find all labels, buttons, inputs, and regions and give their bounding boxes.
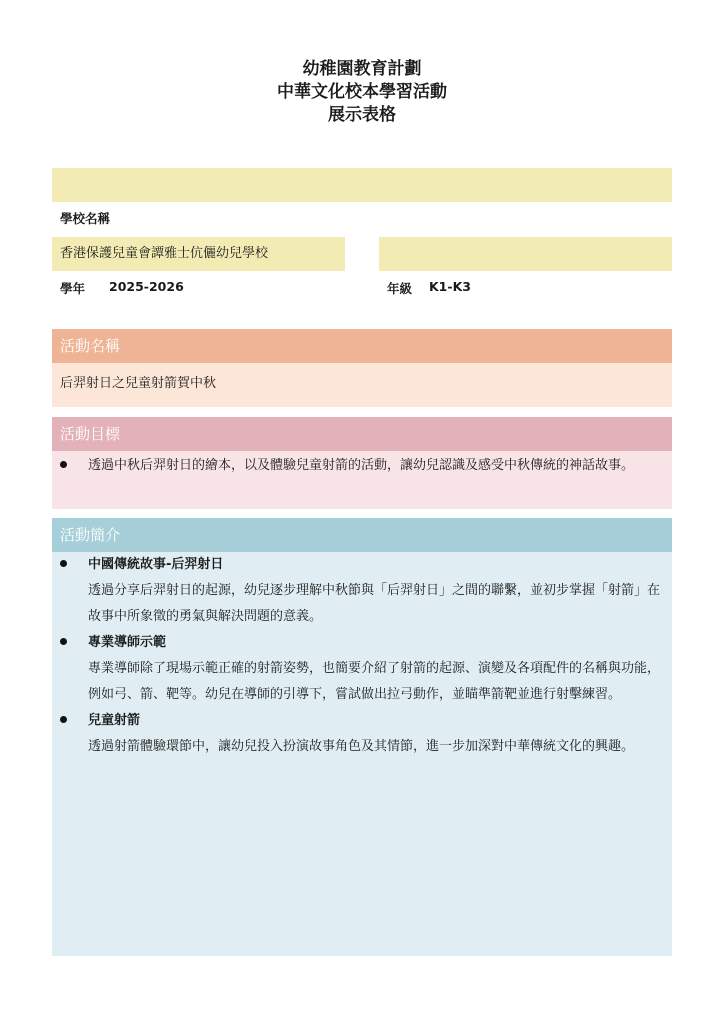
activity-intro-body bbox=[52, 552, 672, 956]
school-name-label: 學校名稱 bbox=[60, 211, 111, 226]
intro-item-desc: 透過分享后羿射日的起源，幼兒逐步理解中秋節與「后羿射日」之間的聯繫，並初步掌握「射箭」在故事中所象徵的勇氣與解決問題的意義。 bbox=[88, 583, 661, 624]
activity-objective-body bbox=[52, 451, 672, 509]
activity-name-value: 后羿射日之兒童射箭賀中秋 bbox=[60, 376, 217, 391]
intro-item-desc: 透過射箭體驗環節中，讓幼兒投入扮演故事角色及其情節，進一步加深對中華傳統文化的興趣。 bbox=[88, 739, 635, 754]
activity-intro-header-text: 活動簡介 bbox=[60, 526, 121, 544]
bullet-icon bbox=[60, 638, 67, 645]
school-year-value: 2025-2026 bbox=[109, 279, 184, 294]
school-name-field bbox=[52, 237, 345, 271]
intro-item-title: 中國傳統故事-后羿射日 bbox=[88, 557, 224, 572]
school-extra-field bbox=[379, 237, 672, 271]
school-year-label: 學年 bbox=[60, 281, 86, 296]
activity-name-header-text: 活動名稱 bbox=[60, 337, 121, 355]
intro-item-title: 專業導師示範 bbox=[88, 635, 167, 650]
top-yellow-bar bbox=[52, 168, 672, 202]
activity-objective-header-text: 活動目標 bbox=[60, 425, 121, 443]
bullet-icon bbox=[60, 461, 67, 468]
activity-intro-header bbox=[52, 518, 672, 552]
page-title bbox=[0, 58, 724, 127]
intro-item-desc: 專業導師除了現場示範正確的射箭姿勢，也簡要介紹了射箭的起源、演變及各項配件的名稱與功能，例如弓、箭、靶等。幼兒在導師的引導下，嘗試做出拉弓動作，並瞄準箭靶並進行射擊練習。 bbox=[88, 661, 661, 702]
intro-item-title: 兒童射箭 bbox=[88, 713, 141, 728]
objective-item bbox=[52, 453, 672, 479]
activity-name-body bbox=[52, 363, 672, 407]
objective-text: 透過中秋后羿射日的繪本，以及體驗兒童射箭的活動，讓幼兒認識及感受中秋傳統的神話故事。 bbox=[88, 458, 635, 473]
intro-item bbox=[52, 552, 672, 630]
activity-objective-header bbox=[52, 417, 672, 451]
title-line-1: 幼稚園教育計劃 bbox=[302, 59, 422, 79]
bullet-icon bbox=[60, 560, 67, 567]
bullet-icon bbox=[60, 716, 67, 723]
activity-name-header bbox=[52, 329, 672, 363]
school-name-value: 香港保護兒童會譚雅士伉儷幼兒學校 bbox=[60, 246, 269, 261]
grade-value: K1-K3 bbox=[429, 279, 471, 294]
title-line-2: 中華文化校本學習活動 bbox=[277, 82, 447, 102]
intro-item bbox=[52, 630, 672, 708]
grade-label: 年級 bbox=[387, 281, 413, 296]
title-line-3: 展示表格 bbox=[328, 105, 396, 125]
intro-item bbox=[52, 708, 672, 760]
